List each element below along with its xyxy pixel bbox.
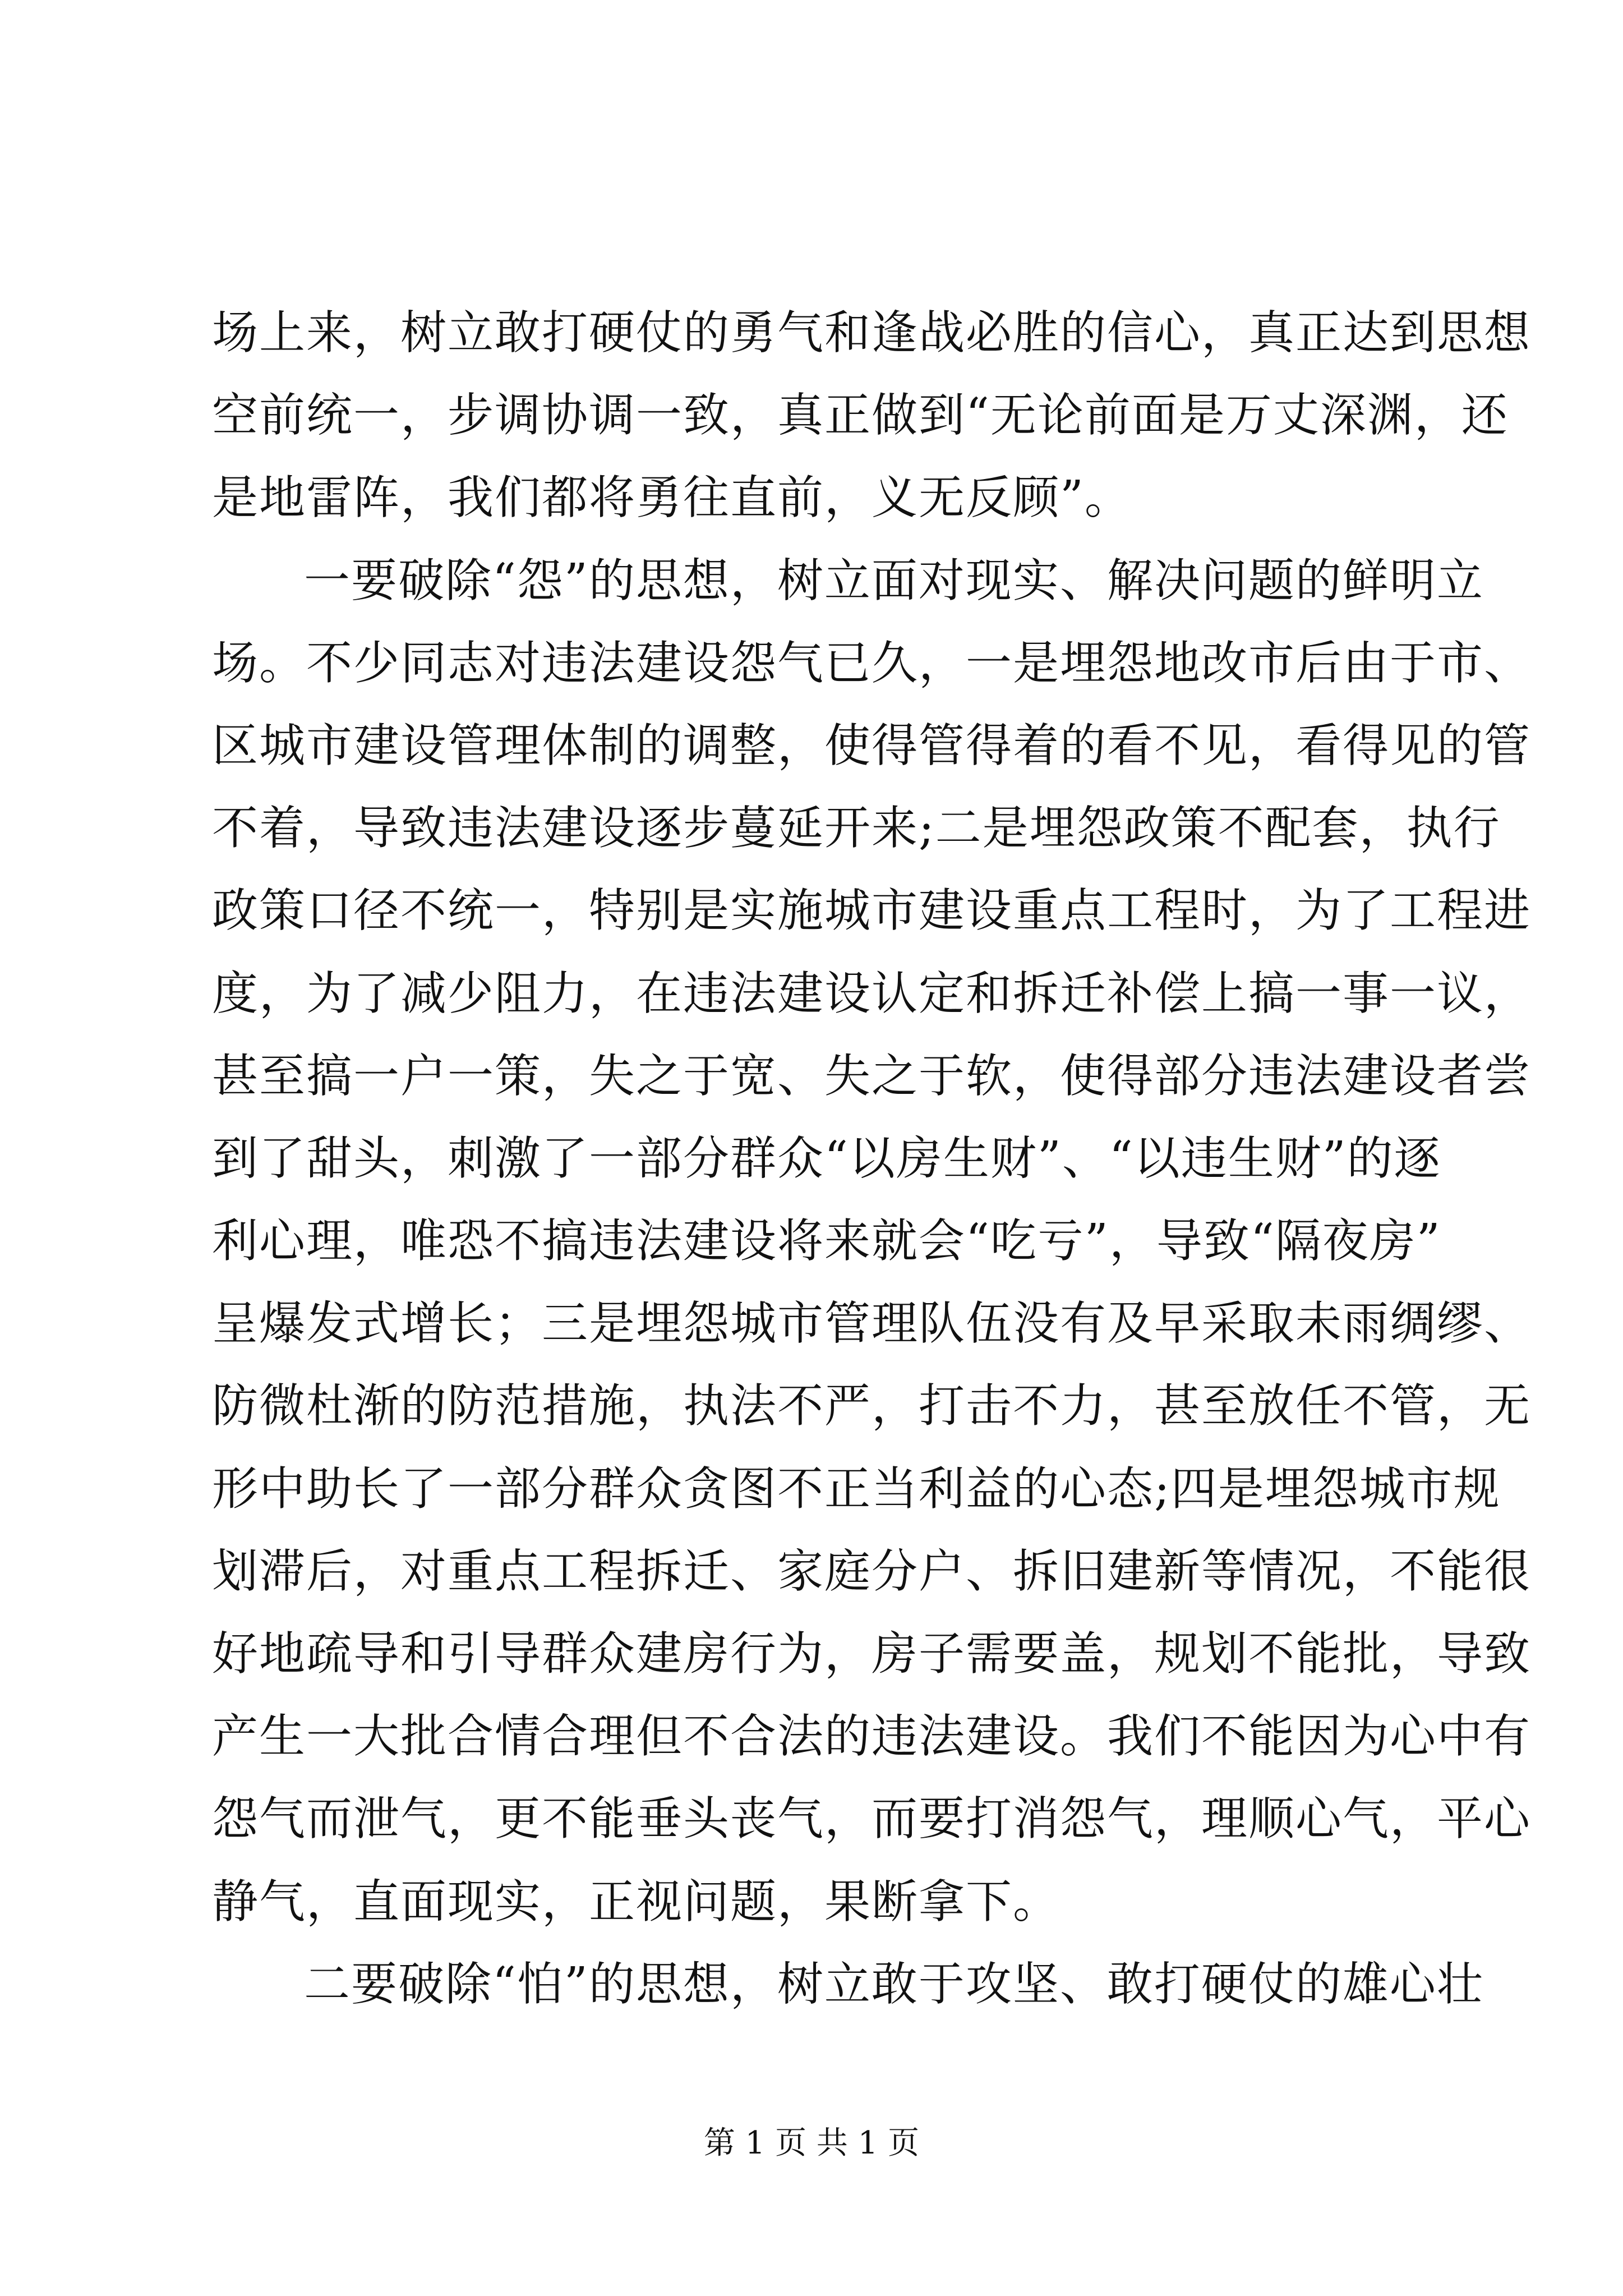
text-line: 怨气而泄气，更不能垂头丧气，而要打消怨气，理顺心气，平心: [212, 1792, 1532, 1846]
text-line: 产生一大批合情合理但不合法的违法建设。我们不能因为心中有: [212, 1710, 1532, 1764]
paragraph-start-line: 一要破除“怨”的思想，树立面对现实、解决问题的鲜明立: [304, 554, 1484, 608]
text-line: 政策口径不统一，特别是实施城市建设重点工程时，为了工程进: [212, 884, 1532, 938]
text-line: 到了甜头，刺激了一部分群众“以房生财”、“以违生财”的逐: [212, 1131, 1441, 1185]
text-line: 好地疏导和引导群众建房行为，房子需要盖，规划不能批，导致: [212, 1627, 1532, 1681]
text-line: 是地雷阵，我们都将勇往直前，义无反顾”。: [212, 471, 1132, 525]
text-line: 场。不少同志对违法建设怨气已久，一是埋怨地改市后由于市、: [212, 636, 1532, 690]
text-line: 度，为了减少阻力，在违法建设认定和拆迁补偿上搞一事一议，: [212, 967, 1532, 1020]
text-line: 空前统一，步调协调一致，真正做到“无论前面是万丈深渊，还: [212, 389, 1509, 443]
text-line: 划滞后，对重点工程拆迁、家庭分户、拆旧建新等情况，不能很: [212, 1544, 1532, 1598]
text-line: 呈爆发式增长；三是埋怨城市管理队伍没有及早采取未雨绸缪、: [212, 1297, 1532, 1351]
text-line: 形中助长了一部分群众贪图不正当利益的心态;四是埋怨城市规: [212, 1462, 1501, 1516]
page-number-footer: 第 1 页 共 1 页: [703, 2125, 920, 2161]
text-line: 静气，直面现实，正视问题，果断拿下。: [212, 1875, 1061, 1929]
text-line: 利心理，唯恐不搞违法建设将来就会“吃亏”，导致“隔夜房”: [212, 1214, 1441, 1268]
text-line: 区城市建设管理体制的调整，使得管得着的看不见，看得见的管: [212, 719, 1532, 772]
paragraph-start-line: 二要破除“怕”的思想，树立敢于攻坚、敢打硬仗的雄心壮: [304, 1957, 1484, 2011]
text-line: 防微杜渐的防范措施，执法不严，打击不力，甚至放任不管，无: [212, 1379, 1532, 1433]
text-line: 不着，导致违法建设逐步蔓延开来;二是埋怨政策不配套，执行: [212, 802, 1501, 855]
document-body: [212, 292, 1532, 2026]
text-line: 场上来，树立敢打硬仗的勇气和逢战必胜的信心，真正达到思想: [212, 306, 1532, 360]
text-line: 甚至搞一户一策，失之于宽、失之于软，使得部分违法建设者尝: [212, 1049, 1532, 1103]
